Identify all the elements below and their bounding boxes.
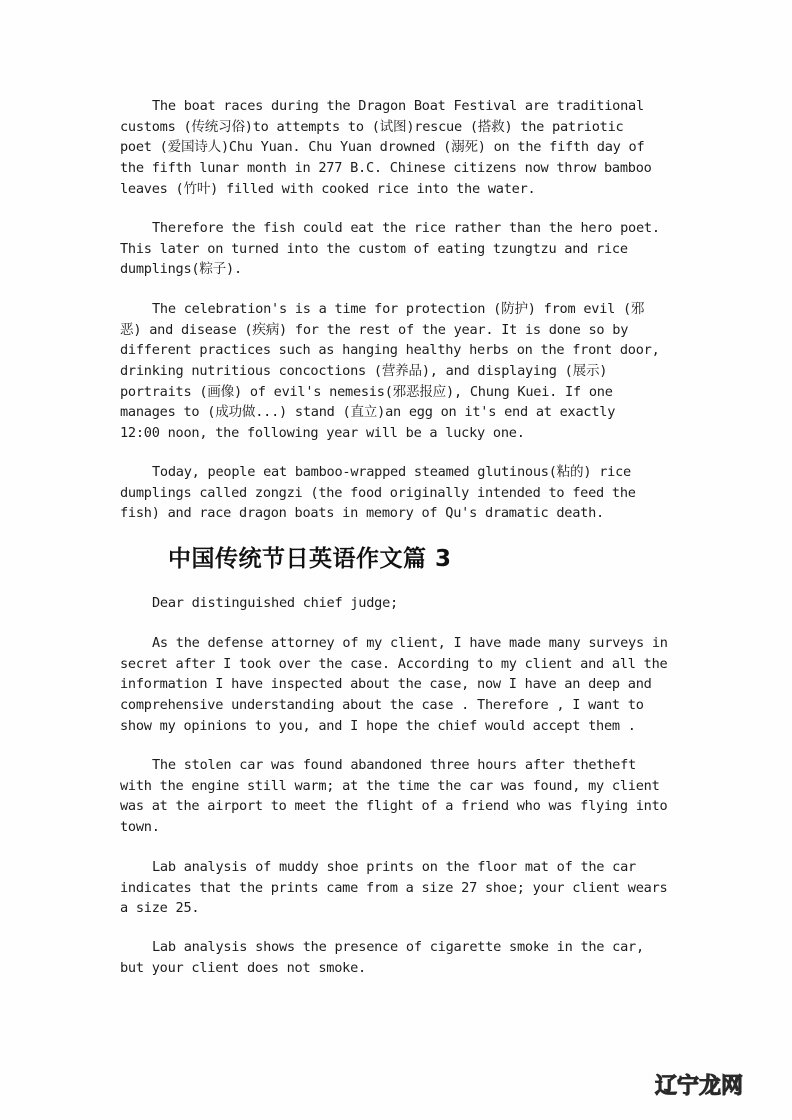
text-line: customs (传统习俗)to attempts to (试图)rescue (搭救) the patriotic — [120, 118, 624, 135]
text-line: The boat races during the Dragon Boat Festival are traditional — [152, 98, 644, 114]
paragraph-stolen-car — [120, 755, 680, 838]
text-line: Lab analysis shows the presence of cigarette smoke in the car, — [152, 939, 644, 955]
paragraph-shoe-prints — [120, 857, 680, 919]
watermark-text-red: 辽宁 — [655, 1074, 700, 1099]
watermark-text-white: 龙网 — [699, 1074, 744, 1099]
text-line: leaves (竹叶) filled with cooked rice into the water. — [120, 180, 536, 197]
text-line: the fifth lunar month in 277 B.C. Chinese citizens now throw bamboo — [120, 160, 652, 177]
text-line: The stolen car was found abandoned three hours after thetheft — [152, 757, 636, 773]
text-line: dumplings called zongzi (the food originally intended to feed the — [120, 484, 636, 501]
text-line: dumplings(粽子). — [120, 261, 242, 278]
text-line: different practices such as hanging healthy herbs on the front door, — [120, 342, 660, 359]
paragraph-dragon-boat-races — [120, 96, 680, 199]
text-line: fish) and race dragon boats in memory of Qu's dramatic death. — [120, 505, 604, 522]
text-line: Lab analysis of muddy shoe prints on the floor mat of the car — [152, 859, 636, 875]
paragraph-salutation — [120, 593, 680, 614]
text-line: indicates that the prints came from a size 27 shoe; your client wears — [120, 879, 668, 896]
text-line: town. — [120, 819, 160, 836]
text-line: As the defense attorney of my client, I have made many surveys in — [152, 635, 668, 651]
text-line: 12:00 noon, the following year will be a lucky one. — [120, 425, 525, 442]
text-line: show my opinions to you, and I hope the chief would accept them . — [120, 717, 636, 734]
text-line: secret after I took over the case. According to my client and all the — [120, 655, 668, 672]
text-line: Dear distinguished chief judge; — [152, 595, 398, 611]
text-line: a size 25. — [120, 900, 200, 917]
section-heading: 中国传统节日英语作文篇 3 — [168, 546, 452, 572]
text-line: This later on turned into the custom of eating tzungtzu and rice — [120, 240, 628, 257]
text-line: poet (爱国诗人)Chu Yuan. Chu Yuan drowned (溺死) on the fifth day of — [120, 139, 645, 156]
text-line: The celebration's is a time for protection (防护) from evil (邪 — [152, 301, 645, 317]
text-line: with the engine still warm; at the time the car was found, my client — [120, 777, 660, 794]
text-line: manages to (成功做...) stand (直立)an egg on it's end at exactly — [120, 404, 616, 421]
text-line: but your client does not smoke. — [120, 959, 366, 976]
text-line: comprehensive understanding about the case . Therefore , I want to — [120, 697, 644, 714]
watermark-logo — [655, 1070, 759, 1104]
paragraph-zongzi — [120, 462, 680, 524]
text-line: information I have inspected about the case, now I have an deep and — [120, 676, 652, 693]
paragraph-cigarette-smoke — [120, 937, 680, 978]
text-line: portraits (画像) of evil's nemesis(邪恶报应), Chung Kuei. If one — [120, 383, 613, 400]
paragraph-celebration-protection — [120, 299, 680, 444]
text-line: was at the airport to meet the flight of a friend who was flying into — [120, 798, 668, 815]
text-line: 恶) and disease (疾病) for the rest of the year. It is done so by — [120, 321, 629, 338]
text-line: Therefore the fish could eat the rice rather than the hero poet. — [152, 220, 660, 236]
paragraph-defense-attorney — [120, 633, 680, 736]
text-line: drinking nutritious concoctions (营养品), and displaying (展示) — [120, 363, 608, 380]
text-line: Today, people eat bamboo-wrapped steamed glutinous(粘的) rice — [152, 464, 631, 480]
paragraph-fish-rice — [120, 218, 680, 280]
